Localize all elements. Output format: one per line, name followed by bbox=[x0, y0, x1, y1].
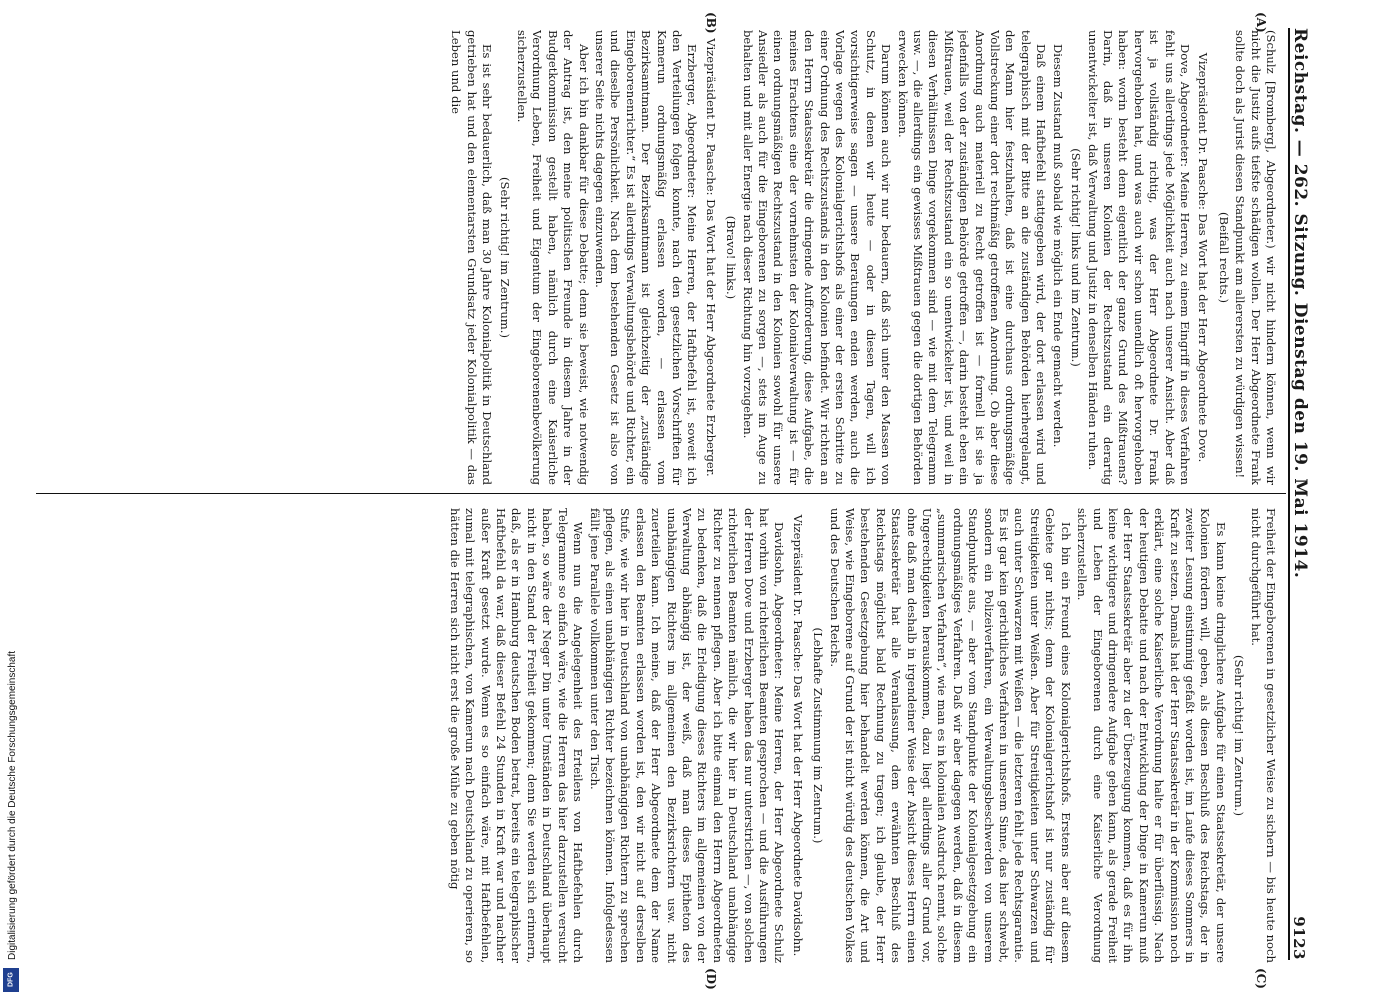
paragraph: Dove, Abgeordneter: Meine Herren, zu einem Eingriff in dieses Verfahren fehlt uns allerdings jede Möglichkeit auch nach unserer Ansicht. Aber daß ist ja vollständig richtig, was der Herr Abgeordnete Dr. Frank hervorgehoben hat, und was auch wir schon unendlich oft hervorgehoben haben: worin besteht denn eigentlich der ganze Grund des Mißtrauens? Darin, daß in unseren Kolonien der Rechtszustand ein derartig unentwickelter ist, daß Verwaltung und Justiz in denselben Händen ruhen. bbox=[1085, 30, 1192, 485]
speaker-intro: Vizepräsident Dr. Paasche: Das Wort hat der Herr Abgeordnete Dove. bbox=[1196, 52, 1211, 463]
paragraph: Es ist sehr bedauerlich, daß man 30 Jahre Kolonialpolitik in Deutschland getrieben hat und den elementarsten Grundsatz jeder Kolonialpolitik — das Leben und die bbox=[449, 30, 495, 485]
paragraph: Ich bin ein Freund eines Kolonialgerichtshofs. Erstens aber auf diesem Gebiete gar nichts; denn der Kolonialgerichtshof ist nur zuständig für Streitigkeiten unter Weißen. Aber für Streitigkeiten unter Schwarzen und auch unter Schwarzen mit Weißen — die letzteren fehlt jede Rechtsgarantie. Es ist gar kein gerichtliches Verfahren in unserem Sinne, das hier schwebt, sondern ein Polizeiverfahren, ein Verwaltungsbeschwerden von unserem Standpunkte aus, — aber vom Standpunkte der Kolonialgesetzgebung ein ordnungsmäßiges Verfahren. Daß wir aber dagegen werden, daß in diesem „summarischen Verfahren“, wie man es in kolonialen Ausdruck nennt, solche Ungerechtigkeiten herauskommen, dazu liegt allerdings aller Grund vor, ohne daß man deshalb in irgendeiner Weise der Absicht dieses Herrn einen Staatssekretär hat alle Veranlassung, dem erwähnten Beschluß des Reichstags möglichst bald Rechnung zu tragen; ich glaube, der Herr bestehenden Gesetzgebung hier behandelt werden können, die Art und Weise, wie Eingeborene auf Grund der ist nicht würdig des deutschen Volkes und des Deutschen Reichs. bbox=[827, 508, 1073, 963]
speaker-intro: Vizepräsident Dr. Paasche: Das Wort hat der Herr Abgeordnete Davidsohn. bbox=[790, 514, 805, 957]
paragraph: Davidsohn, Abgeordneter: Meine Herren, der Herr Abgeordnete Schulz hat vorhin von richterlichen Beamten gesprochen — und die Ausführungen der Herren Dove und Erzberger haben das nur unterstrichen —, von solchen richterlichen Beamten nämlich, die wir hier in Deutschland unabhängige Richter zu nennen pflegen. Aber ich bitte einmal den Herrn Abgeordneten zu bedenken, daß die Erledigung dieses Richters im allgemeinen von der Verwaltung abhängig ist, der weiß, daß man dieses Epitheton des unabhängigen Richters im allgemeinen den Bezirksrichtern usw. nicht zuerteilen kann. Ich meine, daß der Herr Abgeordnete dem der Name erlassen den Beamten erlassen worden ist, den wir nicht auf derselben Stufe, wie wir hier in Deutschland von unabhängigen Richtern zu sprechen pflegen, als einen unabhängigen Richter bezeichnen können. Infolgedessen fällt jene Parallele vollkommen unter den Tisch. bbox=[587, 508, 787, 963]
interjection: (Sehr richtig! links und im Zentrum.) bbox=[1069, 148, 1084, 367]
paragraph: Freiheit der Eingeborenen in gesetzlicher Weise zu sichern — bis heute noch nicht durchgeführt hat. bbox=[1248, 508, 1278, 963]
interjection: (Sehr richtig! im Zentrum.) bbox=[498, 176, 513, 338]
interjection: (Lebhafte Zustimmung im Zentrum.) bbox=[811, 627, 826, 844]
margin-marker-b: (B) bbox=[704, 12, 718, 34]
paragraph: (Schulz [Bromberg], Abgeordneter.) wir nicht hindern können, wenn wir nicht die Justiz aufs tiefste schädigen wollen. Der Herr Abgeordnete Frank sollte doch als Jurist diesen Standpunkt am allerersten zu würdigen wissen! bbox=[1233, 30, 1278, 485]
interjection: (Bravo! links.) bbox=[724, 215, 739, 300]
dfg-logo-icon: DFG bbox=[3, 968, 19, 992]
paragraph: Darum können auch wir nur bedauern, daß sich unter den Massen von Schutz, in denen wir heute — oder in diesen Tagen, will ich vorsichtigerweise sagen — unsere Beratungen enden werden, auch die Vorlage wegen des Kolonialgerichtshofs als einer der ersten Schritte zu einer Ordnung des Rechtszustands in den Kolonien befindet. Wir richten an den Herrn Staatssekretär die dringende Aufforderung, diese Aufgabe, die meines Erachtens eine der vornehmsten der Kolonialverwaltung ist — für einen ordnungsmäßigen Rechtszustand in den Kolonien sowohl für unsere Ansiedler als auch für die Eingeborenen zu sorgen —, stets im Auge zu behalten und mit aller Energie nach dieser Richtung hin vorzugehen. bbox=[740, 30, 894, 485]
paragraph: Daß einem Haftbefehl stattgegeben wird, der dort erlassen wird und telegraphisch mit der Bitte an die zuständigen Behörden hierhergelangt, den Mann hier festzuhalten, daß ist eine durchaus ordnungsmäßige Vollstreckung einer dort rechtmäßig getroffenen Anordnung. Ob aber diese Anordnung auch materiell zu Recht getroffen ist — formell ist sie ja jedenfalls von der zuständigen Behörde getroffen —, darin besteht eben ein Mißtrauen, weil der Rechtszustand ein so unentwickelter ist, und weil in diesen Verhältnissen Dinge vorgekommen sind — wie mit dem Telegramm usw. —, die allerdings ein gewisses Mißtrauen gegen die dortigen Behörden erwecken können. bbox=[895, 30, 1049, 485]
column-divider bbox=[36, 493, 1286, 494]
paragraph: Aber ich bin dankbar für diese Debatte; denn sie beweist, wie notwendig der Antrag ist, den meine politischen Freunde in diesem Jahre in der Budgetkommission gestellt haben, nämlich durch eine Kaiserliche Verordnung Leben, Freiheit und Eigentum der Eingeborenenbevölkerung sicherzustellen. bbox=[514, 30, 591, 485]
interjection: (Beifall rechts.) bbox=[1216, 211, 1231, 304]
margin-marker-c: (C) bbox=[1254, 968, 1268, 989]
margin-marker-a: (A) bbox=[1254, 12, 1268, 33]
paragraph: Wenn nun die Angelegenheit des Erteilens von Haftbefehlen durch Telegramme so einfach wäre, wie die Herren das hier darzustellen versucht haben, so wäre der Neger Din unter Umständen in Deutschland überhaupt nicht in den Stand der Freiheit gekommen; denn Sie werden sich erinnern, daß, als er in Hamburg deutschen Boden betrat, bereits ein telegraphischer Haftbefehl da war, daß dieser Befehl 24 Stunden in Kraft war und nachher außer Kraft gesetzt wurde. Wenn es so einfach wäre, mit Haftbefehlen, zumal mit telegraphischen, von Kamerun nach Deutschland zu operieren, so hätten die Herren sich nicht erst die große Mühe zu geben nötig bbox=[447, 508, 586, 963]
page-header bbox=[1288, 28, 1324, 960]
digitization-sidebar bbox=[0, 0, 22, 1000]
paragraph: Diesem Zustand muß sobald wie möglich ein Ende gemacht werden. bbox=[1050, 44, 1065, 448]
right-column bbox=[30, 508, 1278, 963]
speaker-intro: Vizepräsident Dr. Paasche: Das Wort hat der Herr Abgeordnete Erzberger. bbox=[703, 38, 718, 477]
paragraph: Es kann keine dringlichere Aufgabe für einen Staatssekretär, der unsere Kolonien fördern will, geben, als diesen Beschluß des Reichstags, der in zweiter Lesung einstimmig gefaßt worden ist, im Laufe dieses Sommers in Kraft zu setzen. Damals hat der Herr Staatssekretär in der Kommission noch erklärt, eine solche Kaiserliche Verordnung halte er für überflüssig. Nach der heutigen Debatte und nach der Entwicklung der Dinge in Kamerun muß der Herr Staatssekretär aber zu der Überzeugung kommen, daß es für ihn keine wichtigere und dringendere Aufgabe geben kann, als gerade Freiheit und Leben der Eingeborenen durch eine Kaiserliche Verordnung sicherzustellen. bbox=[1075, 508, 1228, 963]
page-number: 9123 bbox=[1290, 916, 1308, 960]
margin-marker-d: (D) bbox=[704, 968, 718, 990]
interjection: (Sehr richtig! im Zentrum.) bbox=[1232, 654, 1247, 816]
left-column bbox=[30, 30, 1278, 485]
paragraph: Erzberger, Abgeordneter: Meine Herren, der Haftbefehl ist, soweit ich den Verteilungen folgen konnte, nach den gesetzlichen Vorschriften für Kamerun ordnungsmäßig erlassen worden, — erlassen vom Bezirksamtmann. Der Bezirksamtmann ist gleichzeitig der „zuständige Eingeborenenrichter.“ Es ist allerdings Verwaltungsbehörde und Richter, ein und dieselbe Persönlichkeit. Nach dem bestehenden Gesetz ist also von unserer Seite nichts dagegen einzuwenden. bbox=[592, 30, 700, 485]
header-title: Reichstag. — 262. Sitzung. Dienstag den 19. Mai 1914. bbox=[1290, 28, 1310, 579]
digitization-notice: Digitalisierung gefördert durch die Deutsche Forschungsgemeinschaft bbox=[7, 650, 18, 960]
